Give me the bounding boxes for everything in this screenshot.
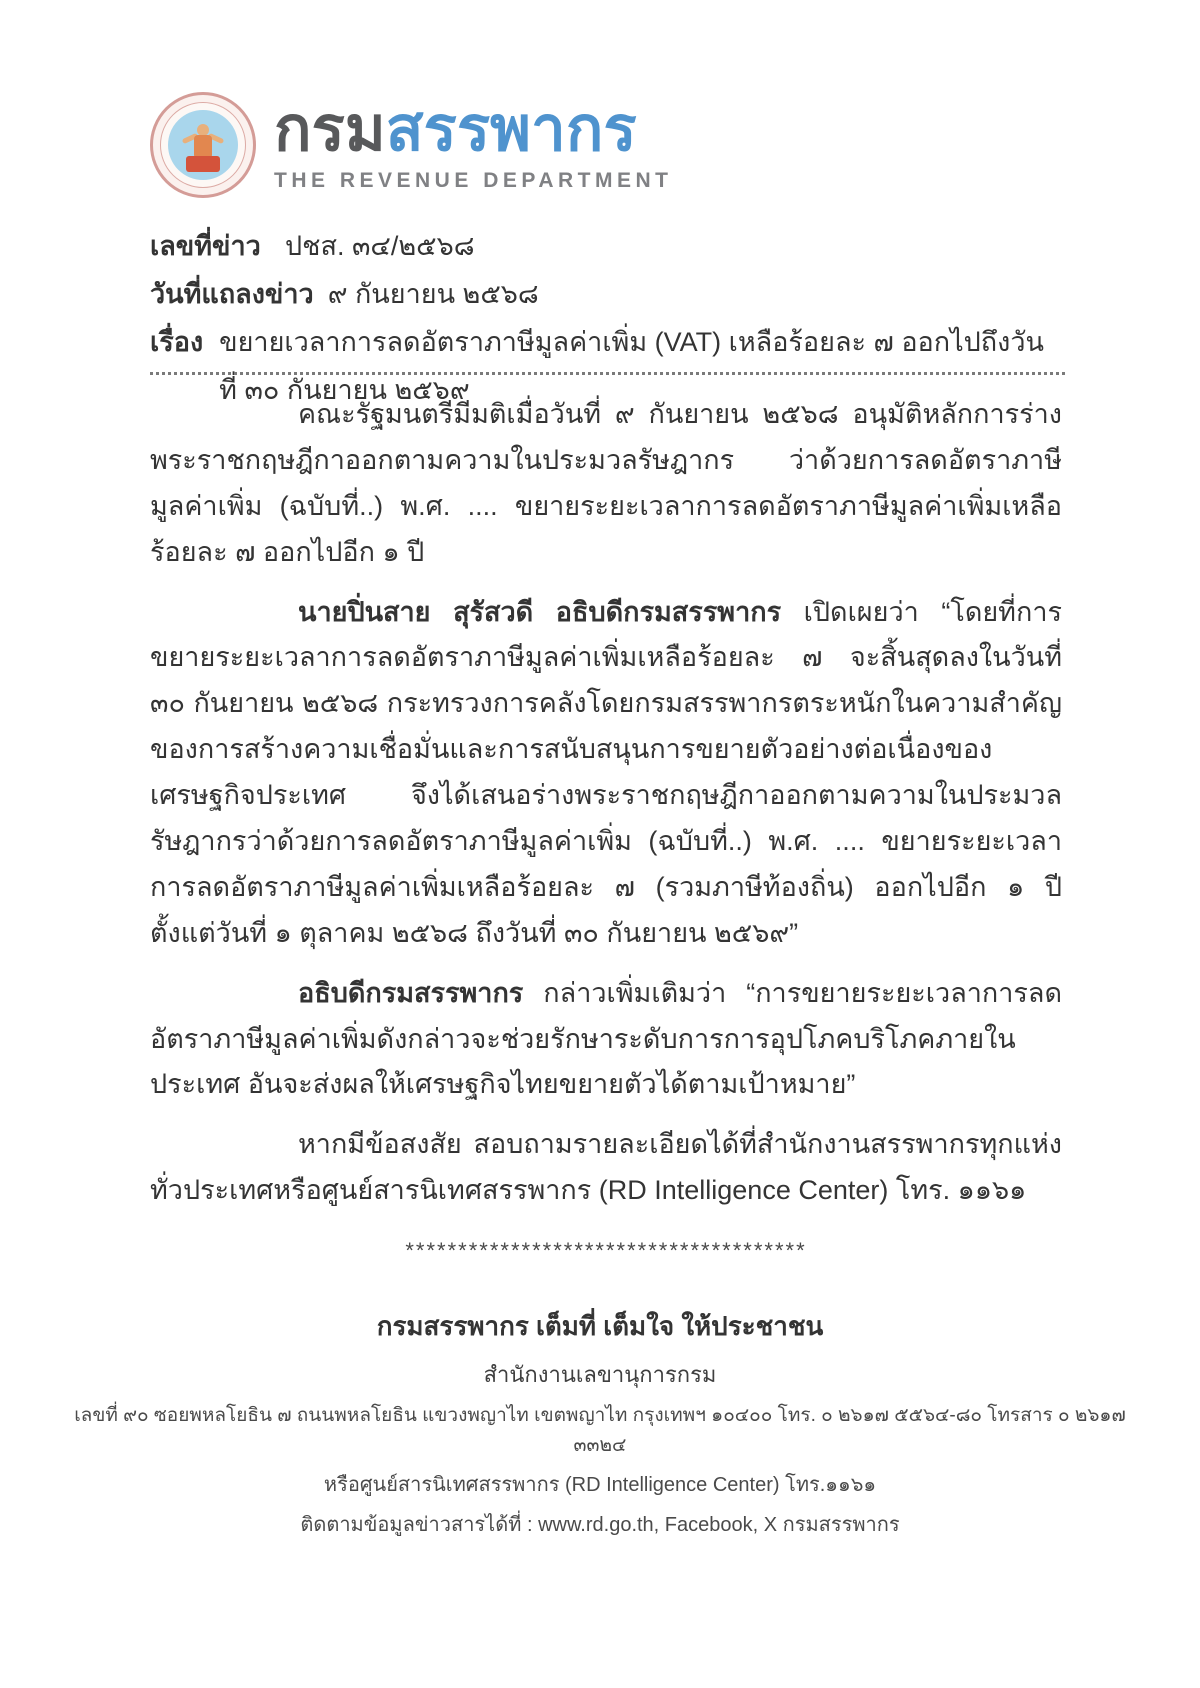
release-date-label: วันที่แถลงข่าว <box>150 279 314 309</box>
release-date-row <box>150 270 1060 318</box>
press-release-paragraph-4: หากมีข้อสงสัย สอบถามรายละเอียดได้ที่สำนักงานสรรพากรทุกแห่งทั่วประเทศหรือศูนย์สารนิเทศสรรพากร (RD Intelligence Center) โทร. ๑๑๖๑ <box>150 1129 1062 1206</box>
logo-thai-name-blue: สรรพากร <box>385 95 637 165</box>
press-release-body <box>150 392 1062 1270</box>
footer-office-name: สำนักงานเลขานุการกรม <box>483 1362 717 1387</box>
press-release-header <box>150 222 1060 414</box>
subject-value: ขยายเวลาการลดอัตราภาษีมูลค่าเพิ่ม (VAT) เหลือร้อยละ ๗ ออกไปถึงวันที่ ๓๐ กันยายน ๒๕๖๙ <box>219 327 1044 405</box>
seal-core <box>168 110 238 180</box>
asterisk-separator: ************************************** <box>405 1238 807 1264</box>
logo-text <box>274 97 672 192</box>
press-release-paragraph-1: คณะรัฐมนตรีมีมติเมื่อวันที่ ๙ กันยายน ๒๕๖๘ อนุมัติหลักการร่างพระราชกฤษฎีกาออกตามความในประมวลรัษฎากร ว่าด้วยการลดอัตราภาษีมูลค่าเพิ่ม (ฉบับที่..) พ.ศ. .... ขยายระยะเวลาการลดอัตราภาษีมูลค่าเพิ่มเหลือร้อยละ ๗ ออกไปอีก ๑ ปี <box>150 399 1062 567</box>
footer-slogan: กรมสรรพากร เต็มที่ เต็มใจ ให้ประชาชน <box>376 1311 824 1341</box>
revenue-department-seal-icon <box>150 92 256 198</box>
revenue-department-logo <box>150 92 672 198</box>
subject-label: เรื่อง <box>150 327 204 357</box>
release-date-value: ๙ กันยายน ๒๕๖๘ <box>327 279 539 309</box>
news-number-label: เลขที่ข่าว <box>150 231 261 261</box>
footer-follow-channels: ติดตามข้อมูลข่าวสารได้ที่ : www.rd.go.th, Facebook, X กรมสรรพากร <box>300 1514 900 1536</box>
paragraph-3-lead: อธิบดีกรมสรรพากร <box>298 977 524 1008</box>
paragraph-2-lead: นายปิ่นสาย สุรัสวดี อธิบดีกรมสรรพากร <box>298 596 782 627</box>
paragraph-2-text: เปิดเผยว่า “โดยที่การขยายระยะเวลาการลดอัตราภาษีมูลค่าเพิ่มเหลือร้อยละ ๗ จะสิ้นสุดลงในวันที่ ๓๐ กันยายน ๒๕๖๘ กระทรวงการคลังโดยกรมสรรพากรตระหนักในความสำคัญของการสร้างความเชื่อมั่นและการสนับสนุนการขยายตัวอย่างต่อเนื่องของเศรษฐกิจประเทศ จึงได้เสนอร่างพระราชกฤษฎีกาออกตามความในประมวลรัษฎากรว่าด้วยการลดอัตราภาษีมูลค่าเพิ่ม (ฉบับที่..) พ.ศ. .... ขยายระยะเวลาการลดอัตราภาษีมูลค่าเพิ่มเหลือร้อยละ ๗ (รวมภาษีท้องถิ่น) ออกไปอีก ๑ ปี ตั้งแต่วันที่ ๑ ตุลาคม ๒๕๖๘ ถึงวันที่ ๓๐ กันยายน ๒๕๖๙” <box>150 596 1062 948</box>
press-release-paragraph-2 <box>150 590 1062 957</box>
footer-contact: หรือศูนย์สารนิเทศสรรพากร (RD Intelligence Center) โทร.๑๑๖๑ <box>323 1474 877 1496</box>
seal-figure-base <box>186 156 220 172</box>
press-release-paragraph-3 <box>150 971 1062 1109</box>
paragraph-3-text: กล่าวเพิ่มเติมว่า “การขยายระยะเวลาการลดอัตราภาษีมูลค่าเพิ่มดังกล่าวจะช่วยรักษาระดับการการอุปโภคบริโภคภายในประเทศ อันจะส่งผลให้เศรษฐกิจไทยขยายตัวได้ตามเป้าหมาย” <box>150 977 1062 1100</box>
logo-english-name: THE REVENUE DEPARTMENT <box>274 168 673 192</box>
press-release-footer <box>60 1306 1140 1540</box>
news-number-value: ปชส. ๓๔/๒๕๖๘ <box>285 231 475 261</box>
logo-thai-name-dark: กรม <box>274 95 386 165</box>
news-number-row <box>150 222 1060 270</box>
logo-thai-name <box>274 95 672 165</box>
footer-address: เลขที่ ๙๐ ซอยพหลโยธิน ๗ ถนนพหลโยธิน แขวงพญาไท เขตพญาไท กรุงเทพฯ ๑๐๔๐๐ โทร. ๐ ๒๖๑๗ ๕๕๖๔-๘๐ โทรสาร ๐ ๒๖๑๗ ๓๓๒๔ <box>74 1405 1126 1456</box>
dotted-divider <box>150 372 1065 375</box>
